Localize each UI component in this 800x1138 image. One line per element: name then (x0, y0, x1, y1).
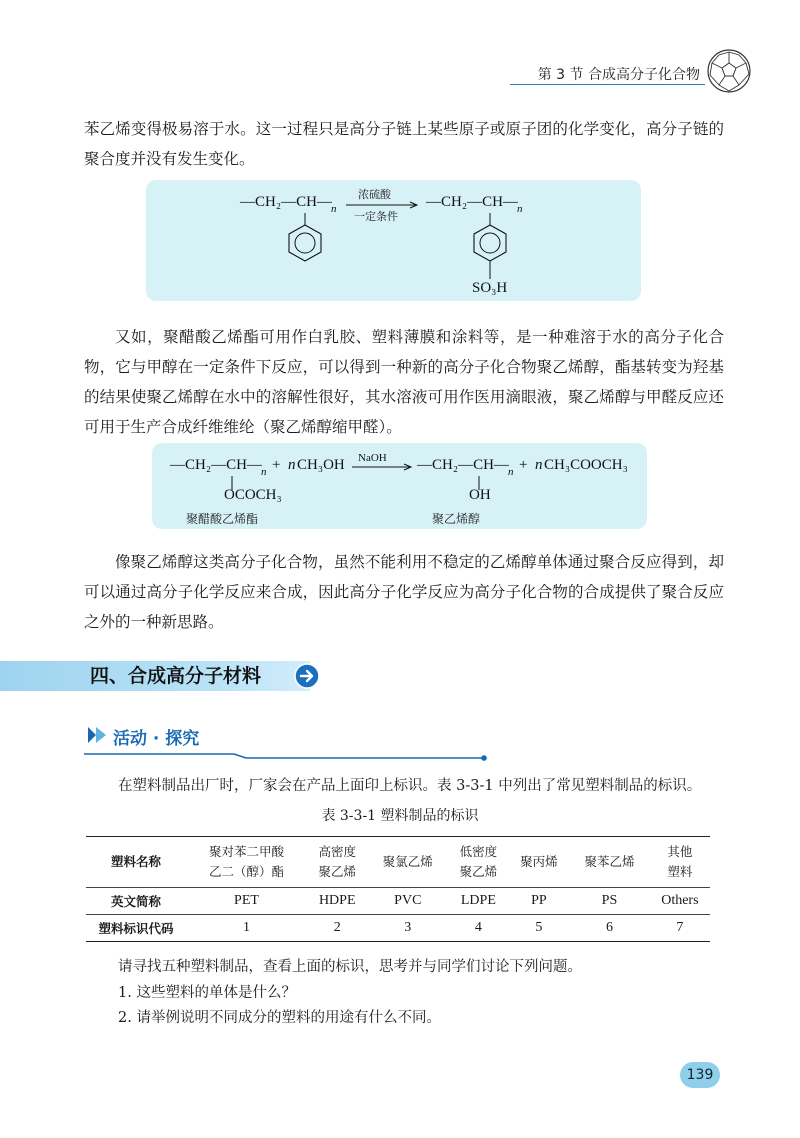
table-cell: 其他 塑料 (650, 837, 710, 888)
plus-sign: + (272, 457, 281, 473)
table-cell: 6 (569, 915, 650, 942)
coef-n: n (288, 457, 296, 473)
plastics-table (86, 836, 710, 942)
plus-sign: + (519, 457, 528, 473)
table-cell: PS (569, 888, 650, 915)
reagent-bottom: 一定条件 (354, 210, 398, 223)
table-cell: 高密度 聚乙烯 (307, 837, 368, 888)
activity-title: 活动 · 探究 (113, 729, 200, 749)
product-pva: —CH₂—CH— (417, 457, 509, 473)
table-cell: 5 (509, 915, 570, 942)
reagent-naoh: NaOH (358, 452, 387, 464)
degree-n: n (508, 466, 514, 478)
activity-icon (86, 725, 110, 745)
activity-intro: 在塑料制品出厂时，厂家会在产品上面印上标识。表 3-3-1 中列出了常见塑料制品的标识。 (118, 778, 702, 794)
product-sulfonated: —CH₂—CH— (426, 194, 518, 210)
table-cell: Others (650, 888, 710, 915)
reactant-pvac: —CH₂—CH— (170, 457, 262, 473)
table-cell: HDPE (307, 888, 368, 915)
table-cell: 聚对苯二甲酸 乙二（醇）酯 (186, 837, 307, 888)
table-cell: 聚氯乙烯 (367, 837, 448, 888)
question-2: 2. 请举例说明不同成分的塑料的用途有什么不同。 (118, 1010, 441, 1026)
table-cell: 聚丙烯 (509, 837, 570, 888)
methyl-acetate: CH₃COOCH₃ (544, 457, 628, 473)
table-cell: 低密度 聚乙烯 (448, 837, 509, 888)
activity-rule (84, 751, 490, 761)
reaction-box-1 (146, 180, 641, 301)
coef-n: n (535, 457, 543, 473)
header-rule (510, 84, 705, 85)
sulfonic-group: SO₃H (472, 280, 508, 296)
degree-n: n (517, 203, 523, 215)
benzene-ring-icon (460, 213, 520, 283)
table-row (86, 888, 710, 915)
table-cell: 3 (367, 915, 448, 942)
reagent-top: 浓硫酸 (358, 188, 391, 201)
paragraph-2: 又如，聚醋酸乙烯酯可用作白乳胶、塑料薄膜和涂料等，是一种难溶于水的高分子化合物，它与甲醇在一定条件下反应，可以得到一种新的高分子化合物聚乙烯醇，酯基转变为羟基的结果使聚乙烯醇在水中的溶解性很好，其水溶液可用作医用滴眼液，聚乙烯醇与甲醛反应还可用于生产合成纤维维纶（聚乙烯醇缩甲醛）。 (84, 328, 724, 436)
arrow-right-icon (294, 663, 320, 689)
activity-task: 请寻找五种塑料制品，查看上面的标识，思考并与同学们讨论下列问题。 (118, 959, 582, 975)
methanol: CH₃OH (297, 457, 345, 473)
table-cell: PVC (367, 888, 448, 915)
label-pva: 聚乙烯醇 (432, 512, 481, 526)
paragraph-1: 苯乙烯变得极易溶于水。这一过程只是高分子链上某些原子或原子团的化学变化，高分子链的聚合度并没有发生变化。 (84, 120, 724, 168)
table-row (86, 837, 710, 888)
running-header: 第 3 节 合成高分子化合物 (537, 67, 700, 83)
paragraph-3: 像聚乙烯醇这类高分子化合物，虽然不能利用不稳定的乙烯醇单体通过聚合反应得到，却可以通过高分子化学反应来合成，因此高分子化学反应为高分子化合物的合成提供了聚合反应之外的一种新思路。 (84, 553, 724, 631)
section-title: 四、合成高分子材料 (90, 665, 262, 687)
benzene-ring-icon (275, 213, 335, 269)
reaction-arrow (352, 463, 414, 471)
fullerene-icon (706, 48, 752, 94)
label-pvac: 聚醋酸乙烯酯 (186, 512, 259, 526)
reactant-polystyrene: —CH₂—CH— (240, 194, 332, 210)
row-header: 塑料名称 (86, 837, 186, 888)
table-cell: PET (186, 888, 307, 915)
table-cell: PP (509, 888, 570, 915)
degree-n: n (331, 203, 337, 215)
page-number: 139 (680, 1062, 720, 1088)
table-cell: 2 (307, 915, 368, 942)
table-cell: 7 (650, 915, 710, 942)
row-header: 塑料标识代码 (86, 915, 186, 942)
acetate-group: OCOCH₃ (224, 487, 282, 503)
table-cell: 1 (186, 915, 307, 942)
table-caption: 表 3-3-1 塑料制品的标识 (321, 808, 479, 824)
question-1: 1. 这些塑料的单体是什么？ (118, 985, 296, 1001)
row-header: 英文简称 (86, 888, 186, 915)
table-row (86, 915, 710, 942)
table-cell: 聚苯乙烯 (569, 837, 650, 888)
table-cell: 4 (448, 915, 509, 942)
hydroxyl-group: OH (469, 487, 491, 503)
table-cell: LDPE (448, 888, 509, 915)
degree-n: n (261, 466, 267, 478)
